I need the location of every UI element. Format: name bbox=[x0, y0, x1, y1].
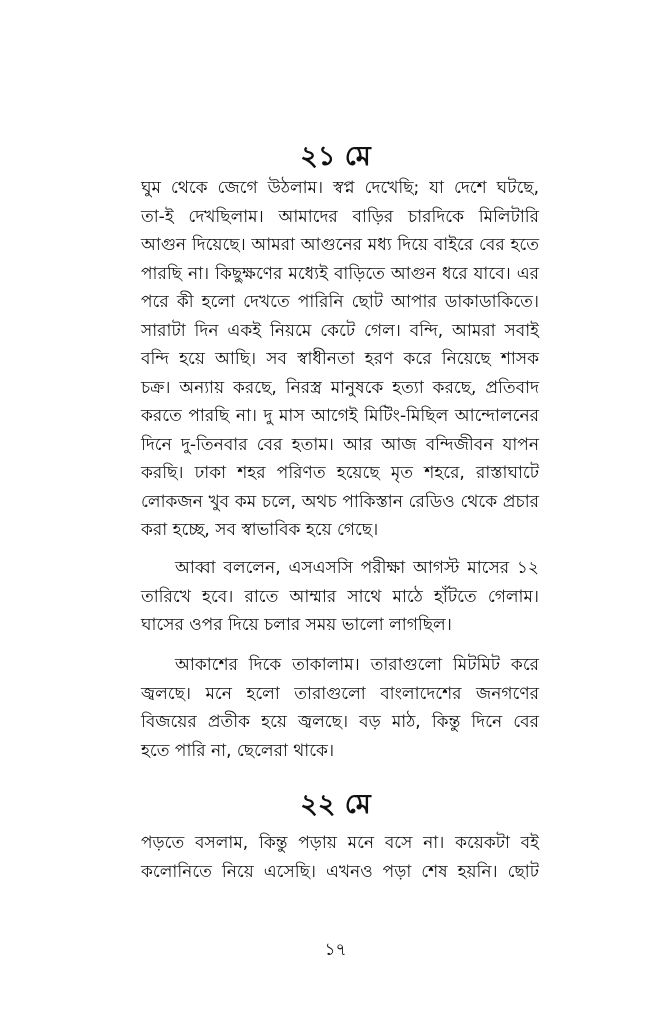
text-line: আব্বা বললেন, এসএসসি পরীক্ষা আগস্ট মাসের ১২ bbox=[175, 558, 539, 578]
text-line: জ্বলছে। মনে হলো তারাগুলো বাংলাদেশের জনগণের bbox=[141, 683, 539, 704]
text-line: হতে পারি না, ছেলেরা থাকে। bbox=[141, 740, 335, 761]
paragraph bbox=[141, 829, 539, 886]
text-line: চক্র। অন্যায় করছে, নিরস্ত্র মানুষকে হত্যা করছে, প্রতিবাদ bbox=[141, 377, 539, 398]
paragraph bbox=[141, 174, 539, 545]
text-line: ঘাসের ওপর দিয়ে চলার সময় ভালো লাগছিল। bbox=[141, 615, 452, 635]
paragraph bbox=[141, 651, 539, 765]
text-line: কলোনিতে নিয়ে এসেছি। এখনও পড়া শেষ হয়নি। ছোট bbox=[141, 861, 539, 882]
text-line: পারছি না। কিছুক্ষণের মধ্যেই বাড়িতে আগুন ধরে যাবে। এর bbox=[141, 263, 539, 284]
text-line: তারিখে হবে। রাতে আম্মার সাথে মাঠে হাঁটতে গেলাম। bbox=[141, 586, 539, 607]
section-heading-21-may: ২১ মে bbox=[300, 141, 371, 172]
text-line: করা হচ্ছে, সব স্বাভাবিক হয়ে গেছে। bbox=[141, 520, 379, 540]
text-line: আগুন দিয়েছে। আমরা আগুনের মধ্য দিয়ে বাইরে বের হতে bbox=[141, 235, 539, 255]
text-line: বিজয়ের প্রতীক হয়ে জ্বলছে। বড় মাঠ, কিন্তু দিনে বের bbox=[141, 712, 539, 732]
text-line: পরে কী হলো দেখতে পারিনি ছোট আপার ডাকাডাকিতে। bbox=[141, 292, 539, 312]
paragraph bbox=[141, 554, 539, 640]
text-line: সারাটা দিন একই নিয়মে কেটে গেল। বন্দি, আমরা সবাই bbox=[141, 320, 539, 341]
page-number: ১৭ bbox=[324, 940, 347, 960]
text-line: করতে পারছি না। দু মাস আগেই মিটিং-মিছিল আন্দোলনের bbox=[141, 406, 539, 426]
text-line: পড়তে বসলাম, কিন্তু পড়ায় মনে বসে না। কয়েকটা বই bbox=[141, 833, 539, 853]
text-line: বন্দি হয়ে আছি। সব স্বাধীনতা হরণ করে নিয়েছে শাসক bbox=[141, 349, 539, 369]
text-line: দিনে দু-তিনবার বের হতাম। আর আজ বন্দিজীবন যাপন bbox=[141, 434, 539, 455]
text-line: আকাশের দিকে তাকালাম। তারাগুলো মিটমিট করে bbox=[175, 655, 539, 675]
section-heading-22-may: ২২ মে bbox=[300, 789, 371, 820]
text-line: তা-ই দেখছিলাম। আমাদের বাড়ির চারদিকে মিলিটারি bbox=[141, 206, 539, 227]
text-line: করছি। ঢাকা শহর পরিণত হয়েছে মৃত শহরে, রাস্তাঘাটে bbox=[141, 463, 539, 483]
text-line: ঘুম থেকে জেগে উঠলাম। স্বপ্ন দেখেছি; যা দেশে ঘটছে, bbox=[141, 178, 539, 198]
text-line: লোকজন খুব কম চলে, অথচ পাকিস্তান রেডিও থেকে প্রচার bbox=[141, 491, 539, 512]
